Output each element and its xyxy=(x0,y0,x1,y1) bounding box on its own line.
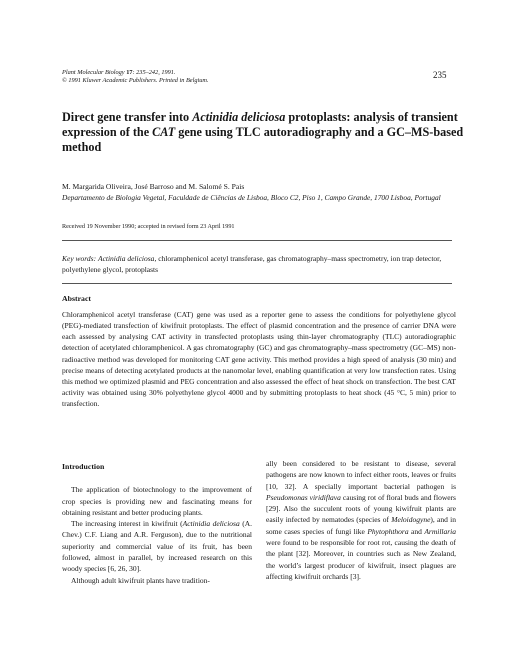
introduction-heading: Introduction xyxy=(62,462,105,471)
intro-paragraph-3: Although adult kiwifruit plants have tradition- xyxy=(71,575,210,585)
divider-bottom xyxy=(62,283,452,284)
journal-volume: 17 xyxy=(126,69,133,76)
intro-paragraph-continued: ally been considered to be resistant to disease, several pathogens are now known to infect either roots, leaves or fruits [10, 32]. A specially important bacterial pathogen is Pseudomonas viridiflava causing rot of floral buds and flowers [29]. Also the succulent roots of young kiwifruit plants are easily infected by nematodes (species of Meloidogyne), and in some cases species of fungi like Phytophthora and Armillaria were found to be responsible for root rot, causing the death of the plant [32]. Moreover, in countries such as New Zealand, the world’s largest producer of kiwifruit, insect plagues are affecting kiwifruit orchards [3]. xyxy=(266,459,456,581)
column-right xyxy=(266,458,456,582)
author-affiliation: Departamento de Biologia Vegetal, Faculdade de Ciências de Lisboa, Bloco C2, Piso 1, Campo Grande, 1700 Lisboa, Portugal xyxy=(62,193,441,202)
divider-top xyxy=(62,240,452,241)
paper-title: Direct gene transfer into Actinidia deliciosa protoplasts: analysis of transient expression of the CAT gene using TLC autoradiography and a GC–MS-based method xyxy=(62,110,464,154)
keywords: Key words: Actinidia deliciosa, chloramphenicol acetyl transferase, gas chromatography–mass spectrometry, ion trap detector, polyethylene glycol, protoplasts xyxy=(62,254,442,275)
column-left xyxy=(62,461,252,586)
intro-paragraph-2: The increasing interest in kiwifruit (Actinidia deliciosa (A. Chev.) C.F. Liang and A.R. Ferguson), due to the nutritional superiority and commercial value of its fruit, has been followed, almost in parallel, by increased research on this woody species [6, 26, 30]. xyxy=(62,519,252,574)
journal-line-1: Plant Molecular Biology 17: 235–242, 1991. xyxy=(62,69,176,76)
page-number: 235 xyxy=(433,70,447,80)
intro-paragraph-1: The application of biotechnology to the improvement of crop species is providing new and fascinating means for obtaining resistant and better producing plants. xyxy=(62,485,252,517)
abstract-heading: Abstract xyxy=(62,294,92,303)
journal-line-2: © 1991 Kluwer Academic Publishers. Printed in Belgium. xyxy=(62,77,209,84)
abstract-body: Chloramphenicol acetyl transferase (CAT) gene was used as a reporter gene to assess the conditions for polyethylene glycol (PEG)-mediated transfection of kiwifruit protoplasts. The effect of plasmid concentration and the presence of carrier DNA were each assessed by analysing CAT activity in transfected protoplasts using thin-layer chromatography (TLC) autoradiographic detection of acetylated chloramphenicol. A gas chromatography (GC) and gas chromatography–mass spectrometry (GC–MS) non-radioactive method was developed for monitoring CAT gene activity. This method provides a high speed of analysis (30 min) and precise means of detecting acetylated products at the nanomolar level, enabling quantification at very low transfection rates. Using this method we optimized plasmid and PEG concentration and also assessed the effect of heat shock on transfection. The best CAT activity was obtained using 30% polyethylene glycol 4000 and by submitting protoplasts to heat shock (45 °C, 5 min) prior to transfection. xyxy=(62,310,456,409)
journal-citation xyxy=(62,69,209,85)
received-dates: Received 19 November 1990; accepted in revised form 23 April 1991 xyxy=(62,223,235,230)
author-list: M. Margarida Oliveira, José Barroso and M. Salomé S. Pais xyxy=(62,182,245,191)
